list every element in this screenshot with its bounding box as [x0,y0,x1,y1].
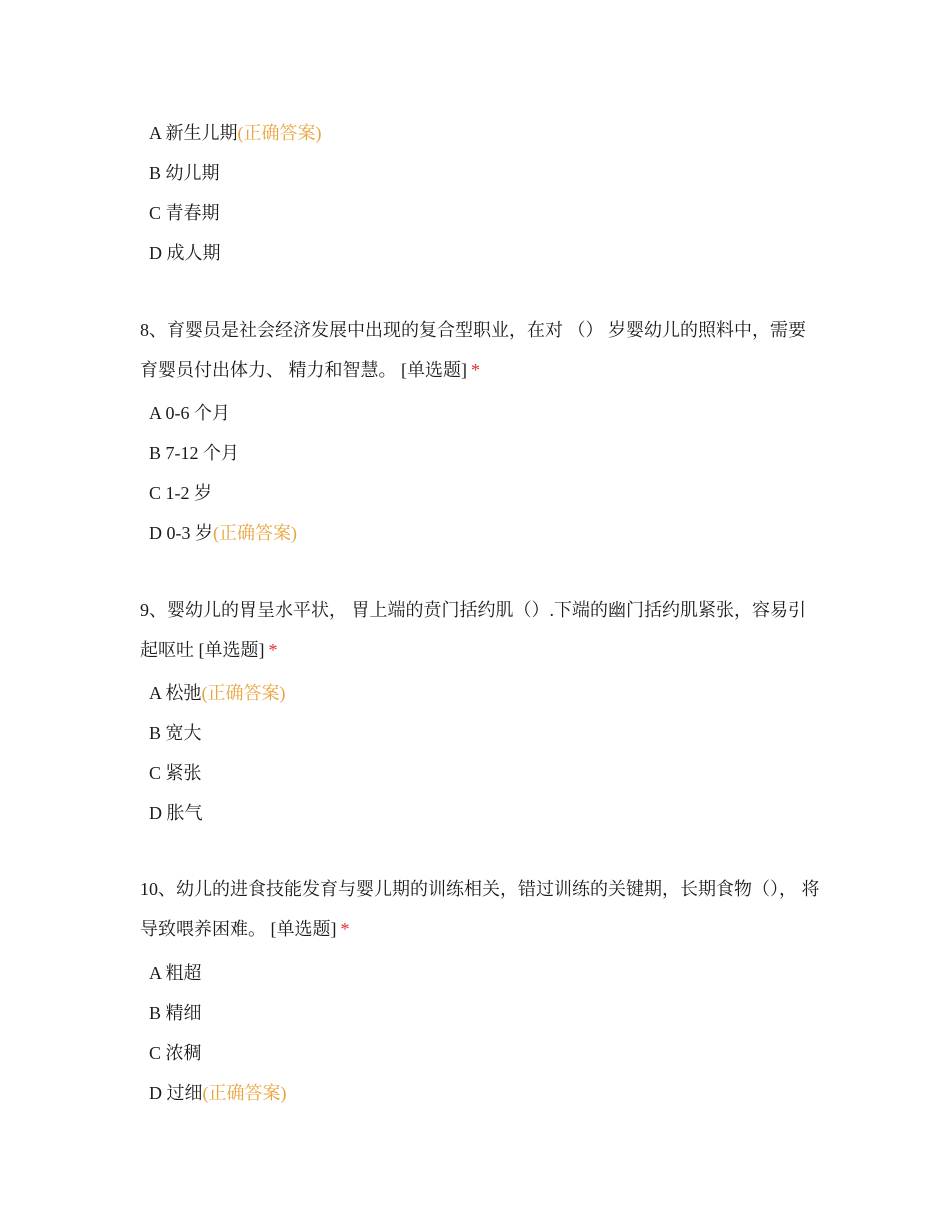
option-text: 宽大 [165,723,202,743]
q8-option-b[interactable] [149,441,239,465]
option-text: 松弛 [165,683,202,703]
q10-option-b[interactable] [149,1001,202,1025]
correct-answer-mark: (正确答案) [213,523,297,543]
q10-option-d[interactable] [149,1081,287,1105]
q8-option-a[interactable] [149,401,230,425]
option-text: 0-3 岁 [166,523,213,543]
option-text: 1-2 岁 [165,483,213,503]
question-10-text [140,869,820,949]
option-letter: D [149,1083,162,1103]
option-letter: C [149,203,162,223]
option-letter: A [149,123,162,143]
option-letter: B [149,443,162,463]
option-text: 幼儿期 [165,163,220,183]
question-type-label: [单选题] [401,360,467,380]
q9-option-c[interactable] [149,761,202,785]
option-text: 过细 [166,1083,203,1103]
option-letter: C [149,763,162,783]
q7-option-d[interactable] [149,241,221,265]
question-9-text [140,590,820,670]
option-text: 粗超 [165,963,202,983]
q8-option-c[interactable] [149,481,212,505]
option-letter: D [149,243,162,263]
option-text: 紧张 [165,763,202,783]
question-10 [140,869,820,949]
q8-option-d[interactable] [149,521,297,545]
option-letter: C [149,1043,162,1063]
question-8-text [140,310,820,390]
q10-option-a[interactable] [149,961,202,985]
option-text: 7-12 个月 [165,443,240,463]
required-marker: * [471,360,480,380]
question-text: 9、婴幼儿的胃呈水平状， 胃上端的贲门括约肌（）.下端的幽门括约肌紧张，容易引起呕吐 [140,600,806,660]
question-type-label: [单选题] [198,640,265,660]
option-text: 0-6 个月 [165,403,231,423]
correct-answer-mark: (正确答案) [237,123,322,143]
required-marker: * [340,919,350,939]
q9-option-a[interactable] [149,681,286,705]
correct-answer-mark: (正确答案) [202,1083,287,1103]
option-text: 浓稠 [165,1043,202,1063]
option-text: 成人期 [166,243,221,263]
question-9 [140,590,820,670]
option-letter: A [149,683,162,703]
option-letter: A [149,963,162,983]
option-letter: B [149,163,162,183]
option-letter: A [149,403,162,423]
question-text: 10、幼儿的进食技能发育与婴儿期的训练相关，错过训练的关键期，长期食物（）， 将导致喂养困难。 [140,879,820,939]
question-type-label: [单选题] [270,919,337,939]
question-text: 8、育婴员是社会经济发展中出现的复合型职业，在对 （） 岁婴幼儿的照料中，需要育婴员付出体力、 精力和智慧。 [140,320,806,380]
option-letter: C [149,483,162,503]
option-text: 精细 [165,1003,202,1023]
q9-option-b[interactable] [149,721,202,745]
option-text: 胀气 [166,803,203,823]
q7-option-c[interactable] [149,201,220,225]
q7-option-b[interactable] [149,161,220,185]
required-marker: * [268,640,278,660]
option-letter: D [149,803,162,823]
option-letter: B [149,723,162,743]
option-letter: D [149,523,162,543]
option-text: 新生儿期 [165,123,238,143]
option-text: 青春期 [165,203,220,223]
option-letter: B [149,1003,162,1023]
q9-option-d[interactable] [149,801,203,825]
correct-answer-mark: (正确答案) [201,683,286,703]
question-8 [140,310,820,390]
q10-option-c[interactable] [149,1041,202,1065]
q7-option-a[interactable] [149,121,322,145]
